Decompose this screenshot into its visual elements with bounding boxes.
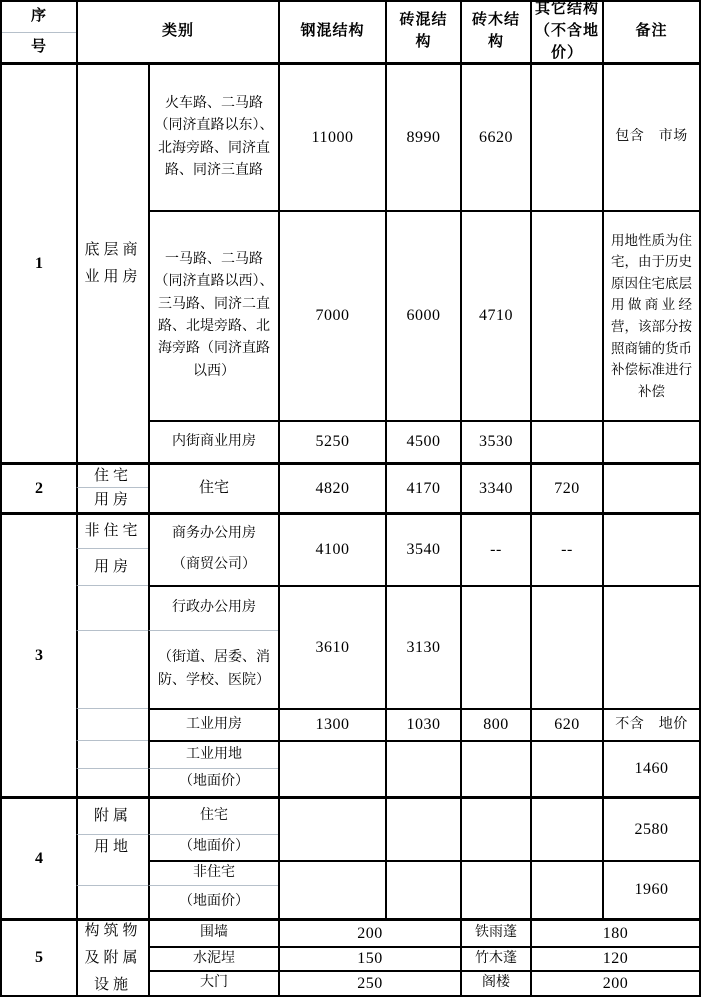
row3d-note-value: 1460 (602, 740, 699, 796)
row2-label: 住宅 (148, 462, 278, 512)
header-steel-concrete: 钢混结构 (278, 2, 385, 62)
row3-category-filler (76, 740, 148, 768)
row4b-brick-wood-empty (460, 860, 530, 918)
row5b-label: 水泥埕 (148, 946, 278, 970)
row2-brick-concrete-value: 4170 (385, 462, 460, 512)
row3c-note: 不含 地价 (602, 708, 699, 740)
row5a-label2: 铁雨蓬 (460, 918, 530, 946)
row1b-brick-wood-value: 4710 (460, 210, 530, 420)
row3b-brick-concrete-value: 3130 (385, 585, 460, 708)
row1c-other-value-empty (530, 420, 602, 462)
row1a-steel-value: 11000 (278, 62, 385, 210)
row5a-value2: 180 (530, 918, 699, 946)
row3d-brick-wood-empty (460, 740, 530, 796)
row4b-steel-empty (278, 860, 385, 918)
row3a-label-line2: （商贸公司） (172, 557, 256, 573)
header-seq-top: 序 (30, 8, 47, 25)
row2-brick-wood-value: 3340 (460, 462, 530, 512)
row5c-label: 大门 (148, 970, 278, 995)
row1b-other-value-empty (530, 210, 602, 420)
row3-seq: 3 (2, 512, 76, 796)
row1a-label: 火车路、二马路（同济直路以东）、北海旁路、同济直路、同济三直路 (148, 62, 278, 210)
row3a-steel-value: 4100 (278, 512, 385, 585)
row3-category-filler (76, 630, 148, 708)
row4a-brick-concrete-empty (385, 796, 460, 860)
header-note: 备注 (602, 2, 699, 62)
row3b-note-empty (602, 585, 699, 708)
row2-seq: 2 (2, 462, 76, 512)
row1a-note: 包含 市场 (602, 62, 699, 210)
row3c-brick-concrete-value: 1030 (385, 708, 460, 740)
row3-category-filler (76, 585, 148, 630)
row3a-note-empty (602, 512, 699, 585)
header-brick-wood: 砖木结构 (460, 2, 530, 62)
row4a-brick-wood-empty (460, 796, 530, 860)
row4a-label-line2: （地面价） (148, 834, 278, 860)
header-seq-bottom: 号 (2, 32, 76, 62)
row2-steel-value: 4820 (278, 462, 385, 512)
row3a-label (148, 512, 278, 585)
row5b-value: 150 (278, 946, 460, 970)
row5b-value2: 120 (530, 946, 699, 970)
row1b-steel-value: 7000 (278, 210, 385, 420)
row3d-label-line1: 工业用地 (148, 740, 278, 768)
row1c-label: 内街商业用房 (148, 420, 278, 462)
row3d-steel-empty (278, 740, 385, 796)
row3-category-line2: 用房 (76, 548, 148, 585)
row5c-value2: 200 (530, 970, 699, 995)
row3-category-line1: 非住宅 (76, 512, 148, 548)
row3b-label-line1: 行政办公用房 (148, 585, 278, 630)
header-category: 类别 (76, 2, 278, 62)
row2-category-line2: 用房 (76, 487, 148, 512)
row4a-other-empty (530, 796, 602, 860)
row2-category-line1: 住宅 (76, 462, 148, 487)
row3b-other-empty (530, 585, 602, 708)
row1c-steel-value: 5250 (278, 420, 385, 462)
row3b-label-line2: （街道、居委、消防、学校、医院） (148, 630, 278, 708)
row3-category-filler (76, 768, 148, 796)
row3-category-filler (76, 708, 148, 740)
row1c-brick-concrete-value: 4500 (385, 420, 460, 462)
row3b-brick-wood-empty (460, 585, 530, 708)
row3a-brick-concrete-value: 3540 (385, 512, 460, 585)
row4b-note-value: 1960 (602, 860, 699, 918)
row4b-other-empty (530, 860, 602, 918)
row2-note-empty (602, 462, 699, 512)
row3c-brick-wood-value: 800 (460, 708, 530, 740)
row1a-brick-wood-value: 6620 (460, 62, 530, 210)
row1a-brick-concrete-value: 8990 (385, 62, 460, 210)
row3d-label-line2: （地面价） (148, 768, 278, 796)
row3c-steel-value: 1300 (278, 708, 385, 740)
row5b-label2: 竹木蓬 (460, 946, 530, 970)
row3c-other-value: 620 (530, 708, 602, 740)
row5a-label: 围墙 (148, 918, 278, 946)
row3b-steel-value: 3610 (278, 585, 385, 708)
row4a-note-value: 2580 (602, 796, 699, 860)
row5-category: 构筑物及附属设施 (76, 918, 148, 995)
row4-seq: 4 (2, 796, 76, 918)
row3d-brick-concrete-empty (385, 740, 460, 796)
row5c-label2: 阁楼 (460, 970, 530, 995)
row3c-label: 工业用房 (148, 708, 278, 740)
row4b-label-line1: 非住宅 (148, 860, 278, 885)
header-other-structure: 其它结构（不含地价） (530, 2, 602, 62)
row4-category-filler (76, 885, 148, 918)
row3d-other-empty (530, 740, 602, 796)
row1c-brick-wood-value: 3530 (460, 420, 530, 462)
row1-category: 底层商业用房 (76, 62, 148, 462)
row4-category-filler (76, 860, 148, 885)
row2-other-value: 720 (530, 462, 602, 512)
row4a-steel-empty (278, 796, 385, 860)
row3a-brick-wood-value: -- (460, 512, 530, 585)
row1b-label: 一马路、二马路（同济直路以西）、三马路、同济二直路、北堤旁路、北海旁路（同济直路以西） (148, 210, 278, 420)
row4-category-line2: 用地 (76, 834, 148, 860)
row4b-label-line2: （地面价） (148, 885, 278, 918)
row1c-note-empty (602, 420, 699, 462)
row3a-other-value: -- (530, 512, 602, 585)
row4a-label-line1: 住宅 (148, 796, 278, 834)
row1b-note: 用地性质为住宅，由于历史原因住宅底层用做商业经营，该部分按照商铺的货币补偿标准进行补偿 (602, 210, 699, 420)
row3a-label-line1: 商务办公用房 (172, 526, 256, 542)
row5c-value: 250 (278, 970, 460, 995)
row4b-brick-concrete-empty (385, 860, 460, 918)
header-brick-concrete: 砖混结构 (385, 2, 460, 62)
row5-seq: 5 (2, 918, 76, 995)
row1-seq: 1 (2, 62, 76, 462)
row4-category-line1: 附属 (76, 796, 148, 834)
row1b-brick-concrete-value: 6000 (385, 210, 460, 420)
row1a-other-value-empty (530, 62, 602, 210)
row5a-value: 200 (278, 918, 460, 946)
